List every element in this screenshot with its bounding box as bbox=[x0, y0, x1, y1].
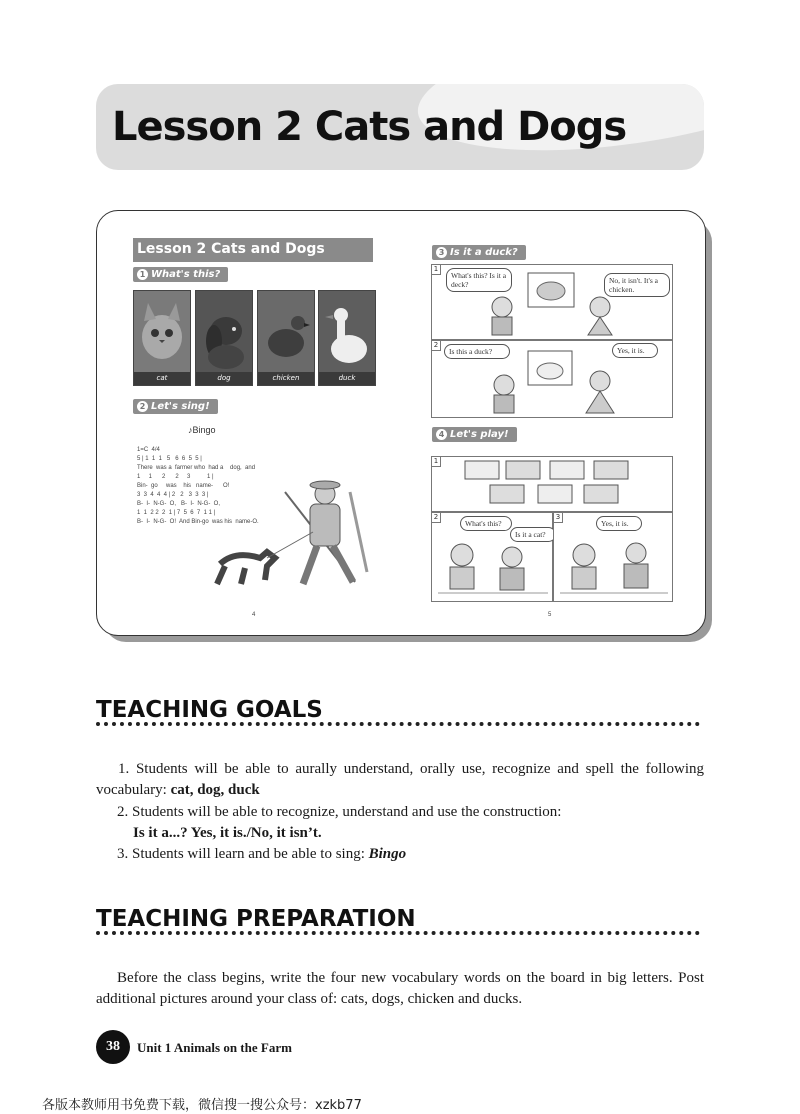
dotted-divider bbox=[96, 931, 700, 935]
teaching-goals-heading: TEACHING GOALS bbox=[96, 697, 323, 723]
comic-panel-3 bbox=[431, 456, 673, 512]
photo-caption: chicken bbox=[258, 372, 314, 385]
goal-3-song: Bingo bbox=[368, 846, 407, 862]
panel-number: 3 bbox=[554, 513, 563, 523]
comic-panel-4 bbox=[431, 512, 553, 602]
preview-left-title: Lesson 2 Cats and Dogs bbox=[137, 241, 325, 257]
panel-number: 1 bbox=[432, 265, 441, 275]
goal-2: 2. Students will be able to recognize, understand and use the construction: bbox=[117, 804, 562, 820]
preview-page-right: 5 bbox=[548, 612, 552, 618]
section-label: What's this? bbox=[151, 269, 221, 280]
music-note-icon: ♪ bbox=[188, 425, 193, 435]
section-whats-this bbox=[133, 267, 228, 282]
page-number: 38 bbox=[96, 1030, 130, 1064]
speech-bubble: What's this? bbox=[460, 516, 512, 531]
lesson-title: Lesson 2 Cats and Dogs bbox=[112, 104, 627, 150]
section-label: Let's sing! bbox=[151, 401, 210, 412]
goal-3 bbox=[117, 844, 704, 865]
photo-duck bbox=[318, 290, 376, 386]
score-line: There was a farmer who had a dog, and bbox=[137, 465, 256, 471]
photo-caption: dog bbox=[196, 372, 252, 385]
score-line: B- I- N-G- O, B- I- N-G- O, bbox=[137, 501, 220, 507]
section-label: Let's play! bbox=[450, 429, 509, 440]
unit-label: Unit 1 Animals on the Farm bbox=[137, 1040, 292, 1055]
panel-number: 2 bbox=[432, 513, 441, 523]
comic-panel-5 bbox=[553, 512, 673, 602]
comic-panel-2 bbox=[431, 340, 673, 418]
speech-bubble: What's this? Is it a deck? bbox=[446, 268, 512, 292]
score-line: 1 1 2 2 3 1 | bbox=[137, 474, 214, 480]
farmer-and-dog-illustration bbox=[205, 472, 375, 600]
section-lets-sing bbox=[133, 399, 218, 414]
score-line: 1=C 4/4 bbox=[137, 447, 160, 453]
goal-1 bbox=[96, 759, 704, 801]
chicken-image bbox=[258, 291, 314, 385]
boy-girl-duck-picture-illustration bbox=[482, 347, 622, 415]
photo-cat bbox=[133, 290, 191, 386]
teaching-preparation-heading: TEACHING PREPARATION bbox=[96, 906, 416, 932]
section-number: 1 bbox=[137, 269, 148, 280]
goal-1-text: 1. Students will be able to aurally understand, orally use, recognize and spell the following vocabulary: bbox=[96, 761, 704, 798]
score-line: 1 1 2 2 2 1 | 7 5 6 7 1 1 | bbox=[137, 510, 216, 516]
dog-image bbox=[196, 291, 252, 385]
score-line: 3 3 4 4 4 | 2 2 3 3 3 | bbox=[137, 492, 209, 498]
section-number: 2 bbox=[137, 401, 148, 412]
goal-3-text: 3. Students will learn and be able to sing: bbox=[117, 846, 369, 862]
score-line: B- I- N-G- O! And Bin-go was his name-O. bbox=[137, 519, 259, 525]
score-line: Bin- go was his name- O! bbox=[137, 483, 230, 489]
speech-bubble: Is this a duck? bbox=[444, 344, 510, 359]
preparation-text: Before the class begins, write the four new vocabulary words on the board in big letters. Post additional pictures around your class of: cats, dogs, chicken and ducks. bbox=[96, 970, 704, 1007]
dotted-divider bbox=[96, 722, 700, 726]
cat-image bbox=[134, 291, 190, 385]
photo-dog bbox=[195, 290, 253, 386]
preview-left-title-bar bbox=[133, 238, 373, 262]
song-title-text: Bingo bbox=[192, 425, 216, 435]
panel-number: 2 bbox=[432, 341, 441, 351]
section-number: 4 bbox=[436, 429, 447, 440]
children-playing-illustration bbox=[560, 533, 668, 599]
section-number: 3 bbox=[436, 247, 447, 258]
bottom-watermark-note: 各版本教师用书免费下载，微信搜一搜公众号：xzkb77 bbox=[42, 1098, 362, 1113]
goal-1-vocab: cat, dog, duck bbox=[170, 782, 260, 798]
panel-number: 1 bbox=[432, 457, 441, 467]
speech-bubble: No, it isn't. It's a chicken. bbox=[604, 273, 670, 297]
photo-chicken bbox=[257, 290, 315, 386]
duck-image bbox=[319, 291, 375, 385]
section-lets-play bbox=[432, 427, 517, 442]
picture-cards-illustration bbox=[460, 459, 660, 509]
speech-bubble: Yes, it is. bbox=[612, 343, 658, 358]
song-title bbox=[188, 425, 216, 435]
boy-girl-picture-illustration bbox=[482, 271, 622, 337]
speech-bubble: Is it a cat? bbox=[510, 527, 556, 542]
photo-caption: cat bbox=[134, 372, 190, 385]
score-line: 5 | 1 1 1 5 6 6 5 5 | bbox=[137, 456, 202, 462]
section-label: Is it a duck? bbox=[450, 247, 518, 258]
comic-panel-1 bbox=[431, 264, 673, 340]
section-is-it-a-duck bbox=[432, 245, 526, 260]
goal-2-construction: Is it a...? Yes, it is./No, it isn’t. bbox=[133, 825, 322, 841]
children-playing-illustration bbox=[438, 537, 548, 599]
photo-caption: duck bbox=[319, 372, 375, 385]
speech-bubble: Yes, it is. bbox=[596, 516, 642, 531]
preview-page-left: 4 bbox=[252, 612, 256, 618]
